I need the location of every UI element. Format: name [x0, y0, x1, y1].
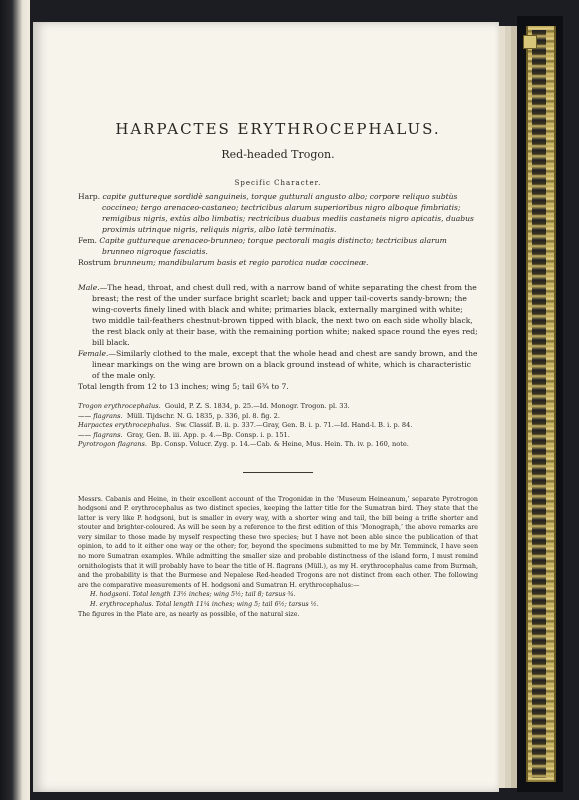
specific-character-heading: Specific Character. [234, 179, 322, 187]
left-page-edge [0, 0, 30, 800]
reference-line: —— flagrans. Gray, Gen. B. iii. App. p. 4.—Bp. Consp. i. p. 151. [78, 430, 290, 439]
description-female: Female.—Similarly clothed to the male, except that the whole head and chest are sandy brown, and the linear markings on the wing are brown on a black ground instead of white, which is characteristic of the male only. [78, 349, 478, 380]
measurement-line: H. erythrocephalus. Total length 11¼ inches; wing 5; tail 6½; tarsus ½. [90, 601, 319, 609]
specific-character-block [78, 191, 478, 268]
description-block [78, 282, 478, 392]
page-content [78, 120, 478, 619]
measurement-line: H. hodgsoni. Total length 13½ inches; wing 5½; tail 8; tarsus ¾. [90, 591, 296, 599]
closing-line: The figures in the Plate are, as nearly as possible, of the natural size. [78, 610, 300, 618]
section-divider [243, 472, 313, 473]
reference-line: Harpactes erythrocephalus. Sw. Classif. B. ii. p. 337.—Gray, Gen. B. i. p. 71.—Id. Hand-l. B. i. p. 84. [78, 421, 413, 429]
latin-line: Harp. capite guttureque sordidè sanguineis, torque gutturali angusto albo; corpore reliquo subtùs coccineo; tergo arenaceo-castaneo; tectricibus alarum superioribus nigro alboque fimbriatis; remigibus nigris, extùs albo limbatis; rectricibus duabus mediis castaneis nigro apicatis, duabus proximis utrinque nigris, reliquis nigris, albo latè terminatis. [78, 192, 474, 234]
latin-line: Rostrum brunneum; mandibularum basis et regio parotica nudæ coccineæ. [78, 258, 369, 267]
notes-block [78, 495, 478, 620]
gilt-inner-pattern [532, 30, 546, 778]
reference-line: Pyrotrogon flagrans. Bp. Consp. Volucr. Zyg. p. 14.—Cab. & Heine, Mus. Hein. Th. iv. p. 160, note. [78, 440, 409, 448]
gilt-corner-tab [523, 35, 537, 49]
description-male: Male.—The head, throat, and chest dull red, with a narrow band of white separating the chest from the breast; the rest of the under surface bright scarlet; back and upper tail-coverts sandy-brown; the wing-coverts finely lined with black and white; primaries black, externally margined with white; two middle tail-feathers chestnut-brown tipped with black, the next two on each side wholly black, the rest black only at their base, with the remaining portion white; naked space round the eyes red; bill black. [78, 283, 478, 347]
synonymy-references [78, 402, 478, 450]
page-title: HARPACTES ERYTHROCEPHALUS. [115, 120, 441, 138]
reference-line: —— flagrans. Müll. Tijdschr. N. G. 1835, p. 336, pl. 8. fig. 2. [78, 411, 280, 420]
notes-paragraph: Messrs. Cabanis and Heine, in their excellent account of the Trogonidæ in the ‘Museum Heineanum,’ separate Pyrotrogon hodgsoni and P. erythrocephalus as two distinct species, keeping the latter title for the Sumatran bird. They state that the latter is very like P. hodgsoni, but is smaller in every way, with a shorter wing and tail, the bill being a trifle shorter and stouter and brighter-coloured. As will be seen by a reference to the first edition of this ‘Monograph,’ the above remarks are very similar to those made by myself respecting these two species; but I have not been able since the publication of that opinion, to add to it either one way or the other; for, beyond the specimens submitted to me by Mr. Temminck, I have seen no more Sumatran examples. While admitting the smaller size and probable distinctness of the island form, I must remind ornithologists that it will probably have to bear the title of H. flagrans (Müll.), as my H. erythrocephalus came from Burmah, and the probability is that the Burmese and Nepalese Red-headed Trogons are not distinct from each other. The following are the comparative measurements of H. hodgsoni and Sumatran H. erythrocephalus:— [78, 495, 478, 589]
page-subtitle: Red-headed Trogon. [221, 148, 335, 161]
total-length: Total length from 12 to 13 inches; wing 5; tail 6¾ to 7. [78, 382, 289, 391]
reference-line: Trogon erythrocephalus. Gould, P. Z. S. 1834, p. 25.—Id. Monogr. Trogon. pl. 33. [78, 402, 350, 410]
latin-line: Fem. Capite guttureque arenaceo-brunneo; torque pectorali magis distincto; tectricibus alarum brunneo nigroque fasciatis. [78, 236, 447, 256]
